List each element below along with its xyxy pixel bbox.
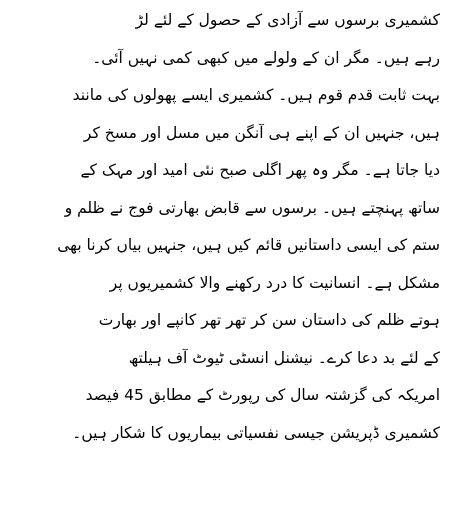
paragraph-line: ہیں، جنہیں ان کے اپنے ہی آنگن میں مسل اور مسخ کر bbox=[83, 123, 440, 142]
paragraph-line: امریکہ کی گزشتہ سال کی رپورٹ کے مطابق 45 فیصد bbox=[85, 386, 440, 404]
paragraph-line: ساتھ پہنچتے ہیں۔ برسوں سے قابض بھارتی فوج نے ظلم و bbox=[64, 198, 440, 217]
paragraph-line: ستم کی ایسی داستانیں قائم کیں ہیں، جنہیں بیاں کرنا بھی bbox=[57, 236, 440, 254]
paragraph-line: ہوتے ظلم کی داستان سن کر تھر تھر کانپے اور بھارت bbox=[98, 311, 440, 329]
paragraph-line: کے لئے بد دعا کرے۔ نیشنل انسٹی ٹیوٹ آف ہیلتھ bbox=[128, 348, 440, 367]
paragraph-line: بہت ثابت قدم قوم ہیں۔ کشمیری ایسے پھولوں کی مانند bbox=[72, 86, 440, 104]
paragraph-line: کشمیری ڈپریشن جیسی نفسیاتی بیماریوں کا شکار ہیں۔ bbox=[72, 423, 440, 442]
paragraph-line: دیا جاتا ہے۔ مگر وہ پھر اگلی صبح نئی امید اور مہک کے bbox=[80, 161, 440, 179]
paragraph-line: رہے ہیں۔ مگر ان کے ولولے میں کبھی کمی نہیں آئی۔ bbox=[92, 48, 440, 67]
paragraph-line: مشکل ہے۔ انسانیت کا درد رکھنے والا کشمیریوں پر bbox=[109, 273, 440, 292]
paragraph-line: کشمیری برسوں سے آزادی کے حصول کے لئے لڑ bbox=[135, 11, 440, 29]
urdu-paragraph bbox=[10, 2, 440, 452]
